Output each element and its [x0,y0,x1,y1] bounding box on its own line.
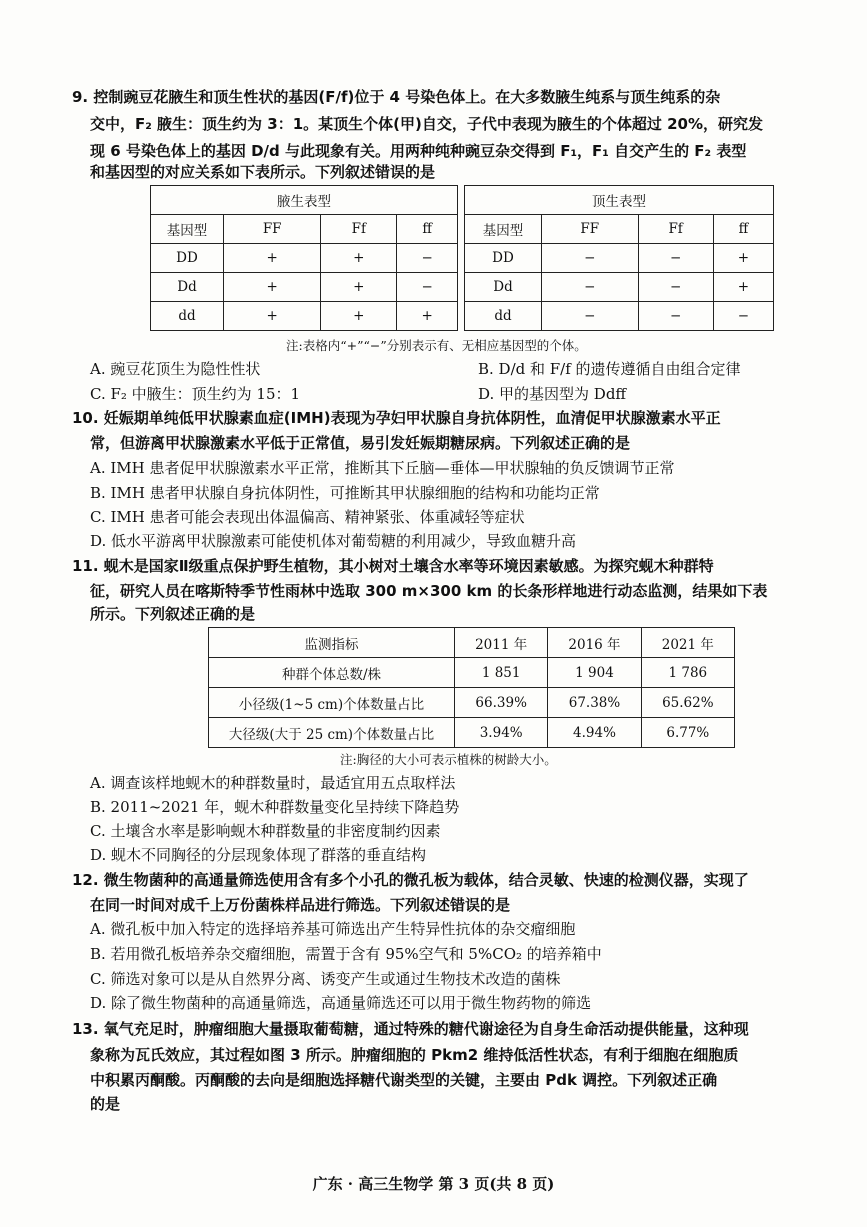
q13-line-4: 的是 [90,1095,121,1113]
q9-option-d: D. 甲的基因型为 Ddff [478,385,627,403]
table-cell: 66.39% [455,688,548,718]
table-cell: + [224,244,321,273]
table-cell: + [321,273,397,302]
table-cell: + [713,273,773,302]
table-cell: + [224,302,321,331]
q12-line-2: 在同一时间对成千上万份菌株样品进行筛选。下列叙述错误的是 [90,896,511,914]
table-cell: 大径级(大于 25 cm)个体数量占比 [209,718,455,748]
table-cell: − [638,302,713,331]
q10-option-a: A. IMH 患者促甲状腺激素水平正常，推断其下丘脑—垂体—甲状腺轴的负反馈调节正常 [90,459,675,477]
q13-line-2: 象称为瓦氏效应，其过程如图 3 所示。肿瘤细胞的 Pkm2 维持低活性状态，有利于细胞在细胞质 [90,1046,739,1064]
table-header: 2011 年 [455,628,548,658]
table-header: ff [397,215,458,244]
q12-option-d: D. 除了微生物菌种的高通量筛选，高通量筛选还可以用于微生物药物的筛选 [90,994,592,1012]
q10-line-1: 10. 妊娠期单纯低甲状腺素血症(IMH)表现为孕妇甲状腺自身抗体阴性，血清促甲状腺激素水平正 [72,409,721,427]
table-cell: + [224,273,321,302]
q9-table-note: 注:表格内“+”“−”分别表示有、无相应基因型的个体。 [286,338,587,353]
q9-option-a: A. 豌豆花顶生为隐性性状 [90,360,261,378]
q9-line-2: 交中，F₂ 腋生：顶生约为 3：1。某顶生个体(甲)自交，子代中表现为腋生的个体超过 20%，研究发 [90,115,763,133]
table-cell: 种群个体总数/株 [209,658,455,688]
q10-option-d: D. 低水平游离甲状腺激素可能使机体对葡萄糖的利用减少，导致血糖升高 [90,532,577,550]
q12-option-a: A. 微孔板中加入特定的选择培养基可筛选出产生特异性抗体的杂交瘤细胞 [90,920,576,938]
table-header: Ff [638,215,713,244]
table-cell: + [397,302,458,331]
table-cell: − [542,273,639,302]
q11-line-1: 11. 蚬木是国家Ⅱ级重点保护野生植物，其小树对土壤含水率等环境因素敏感。为探究蚬木种群特 [72,557,714,575]
table-cell: 3.94% [455,718,548,748]
table-cell: 67.38% [548,688,641,718]
table-cell: 1 904 [548,658,641,688]
table-header: 监测指标 [209,628,455,658]
q11-option-b: B. 2011~2021 年，蚬木种群数量变化呈持续下降趋势 [90,798,460,816]
q13-line-1: 13. 氧气充足时，肿瘤细胞大量摄取葡萄糖，通过特殊的糖代谢途径为自身生命活动提供能量，这种现 [72,1020,749,1038]
table-cell: − [638,244,713,273]
q11-line-2: 征，研究人员在喀斯特季节性雨林中选取 300 m×300 km 的长条形样地进行动态监测，结果如下表 [90,582,768,600]
table-cell: − [542,302,639,331]
table-cell: 6.77% [641,718,734,748]
q10-line-2: 常，但游离甲状腺激素水平低于正常值，易引发妊娠期糖尿病。下列叙述正确的是 [90,434,631,452]
table-cell: 65.62% [641,688,734,718]
table-header: FF [224,215,321,244]
table-header: 2021 年 [641,628,734,658]
q11-option-d: D. 蚬木不同胸径的分层现象体现了群落的垂直结构 [90,846,427,864]
table-cell: DD [151,244,224,273]
table-header: 基因型 [151,215,224,244]
table-cell: Dd [465,273,542,302]
q13-line-3: 中积累丙酮酸。丙酮酸的去向是细胞选择糖代谢类型的关键，主要由 Pdk 调控。下列叙述正确 [90,1071,718,1089]
table-cell: 1 786 [641,658,734,688]
table-header: FF [542,215,639,244]
q9-table-axillary [150,185,458,331]
q9-option-c: C. F₂ 中腋生：顶生约为 15：1 [90,385,301,403]
table-cell: DD [465,244,542,273]
q11-option-c: C. 土壤含水率是影响蚬木种群数量的非密度制约因素 [90,822,441,840]
table-cell: + [713,244,773,273]
table-header: Ff [321,215,397,244]
table-cell: − [397,244,458,273]
q9-line-4: 和基因型的对应关系如下表所示。下列叙述错误的是 [90,163,436,181]
q9-line-3: 现 6 号染色体上的基因 D/d 与此现象有关。用两种纯种豌豆杂交得到 F₁，F₁ 自交产生的 F₂ 表型 [90,142,747,160]
q12-option-b: B. 若用微孔板培养杂交瘤细胞，需置于含有 95%空气和 5%CO₂ 的培养箱中 [90,945,602,963]
table-cell: 4.94% [548,718,641,748]
page-footer: 广东 · 高三生物学 第 3 页(共 8 页) [312,1175,555,1193]
table-cell: 1 851 [455,658,548,688]
q11-table-note: 注:胸径的大小可表示植株的树龄大小。 [340,752,557,767]
table-cell: 小径级(1~5 cm)个体数量占比 [209,688,455,718]
q12-line-1: 12. 微生物菌种的高通量筛选使用含有多个小孔的微孔板为载体，结合灵敏、快速的检测仪器，实现了 [72,871,749,889]
table-cell: − [397,273,458,302]
table-cell: Dd [151,273,224,302]
table-header: ff [713,215,773,244]
q11-option-a: A. 调查该样地蚬木的种群数量时，最适宜用五点取样法 [90,774,456,792]
table-title: 腋生表型 [151,186,458,215]
table-cell: − [638,273,713,302]
table-cell: + [321,244,397,273]
table-header: 基因型 [465,215,542,244]
q10-option-b: B. IMH 患者甲状腺自身抗体阴性，可推断其甲状腺细胞的结构和功能均正常 [90,484,600,502]
table-cell: − [542,244,639,273]
table-header: 2016 年 [548,628,641,658]
q9-table-terminal [464,185,774,331]
q9-line-1: 9. 控制豌豆花腋生和顶生性状的基因(F/f)位于 4 号染色体上。在大多数腋生纯系与顶生纯系的杂 [72,88,721,106]
table-cell: dd [465,302,542,331]
table-cell: dd [151,302,224,331]
q12-option-c: C. 筛选对象可以是从自然界分离、诱变产生或通过生物技术改造的菌株 [90,970,561,988]
q10-option-c: C. IMH 患者可能会表现出体温偏高、精神紧张、体重减轻等症状 [90,508,525,526]
q9-option-b: B. D/d 和 F/f 的遗传遵循自由组合定律 [478,360,741,378]
table-cell: − [713,302,773,331]
table-title: 顶生表型 [465,186,774,215]
q11-line-3: 所示。下列叙述正确的是 [90,605,256,623]
table-cell: + [321,302,397,331]
q11-monitoring-table [208,627,735,748]
